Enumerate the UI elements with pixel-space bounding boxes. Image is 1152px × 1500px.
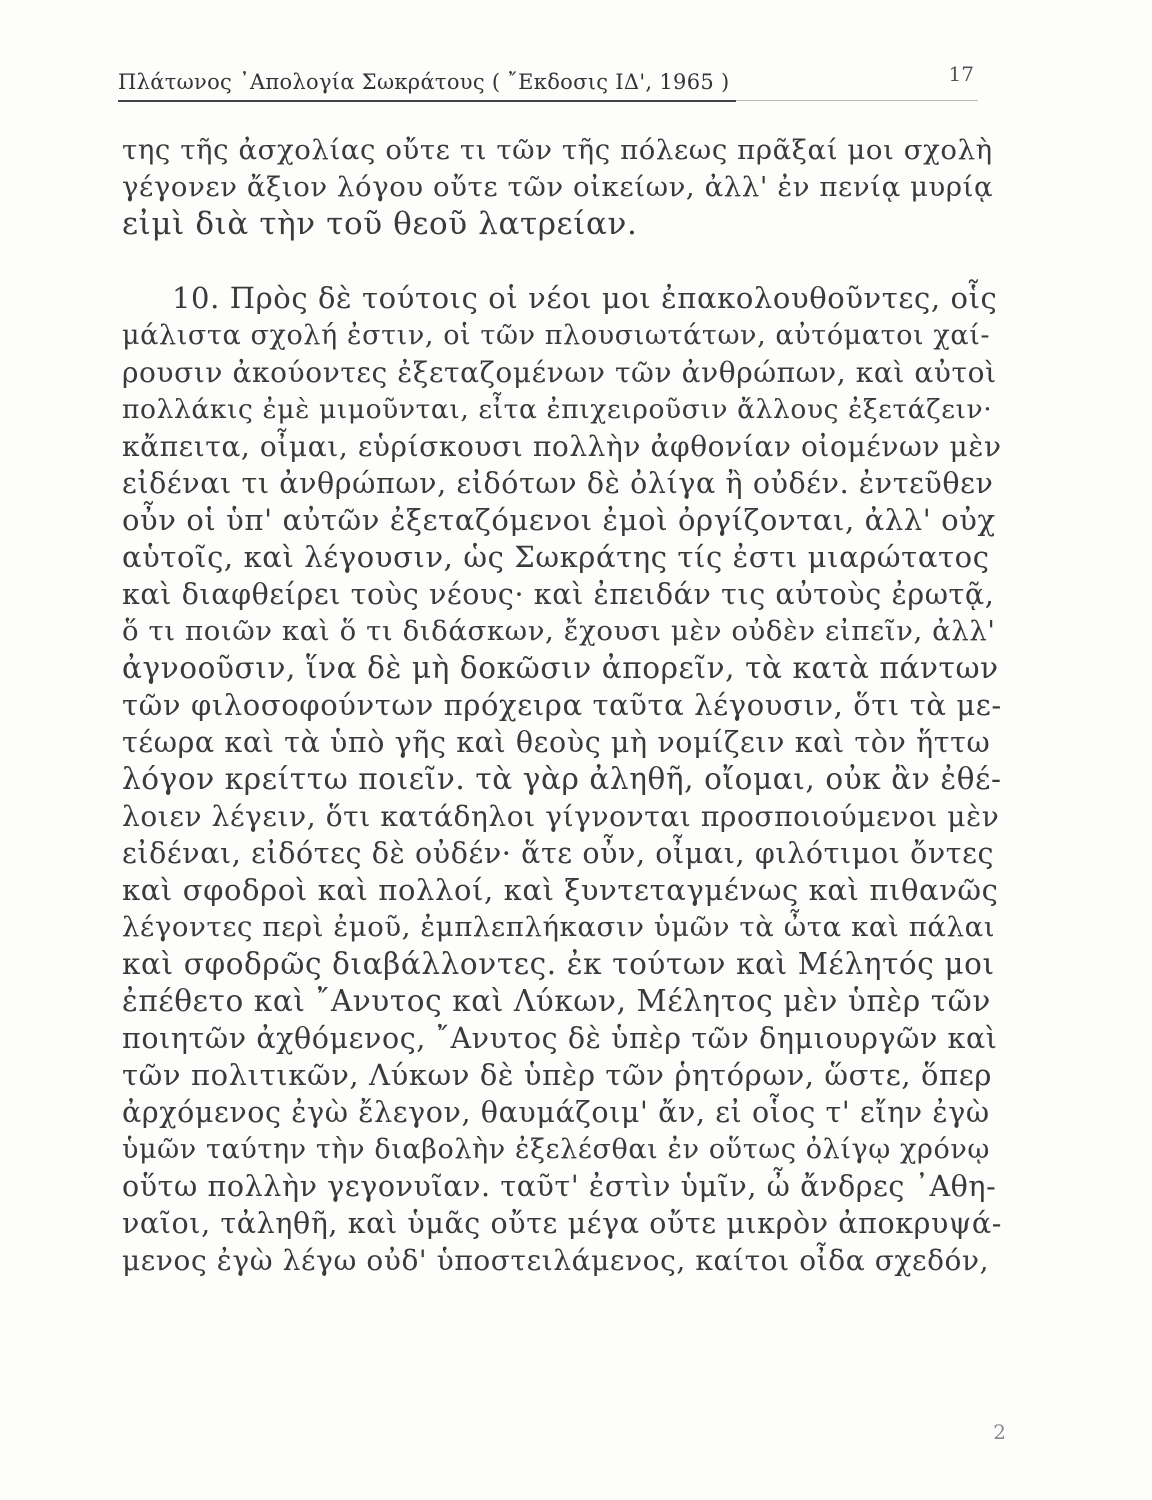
text-line: τῶν φιλοσοφούντων πρόχειρα ταῦτα λέγουσιν, ὅτι τὰ με- (122, 688, 1002, 722)
text-line: εἰδέναι τι ἀνθρώπων, εἰδότων δὲ ὀλίγα ἢ οὐδέν. ἐντεῦθεν (122, 467, 994, 500)
text-line: λόγον κρείττω ποιεῖν. τὰ γὰρ ἀληθῆ, οἴομαι, οὐκ ἂν ἐθέ- (122, 762, 1002, 796)
running-header (118, 62, 978, 102)
text-line: ὑμῶν ταύτην τὴν διαβολὴν ἐξελέσθαι ἐν οὕτως ὀλίγῳ χρόνῳ (122, 1134, 990, 1165)
text-line: κἄπειτα, οἶμαι, εὑρίσκουσι πολλὴν ἀφθονίαν οἰομένων μὲν (122, 430, 1002, 463)
text-line: της τῆς ἀσχολίας οὔτε τι τῶν τῆς πόλεως πρᾶξαί μοι σχολὴ (122, 134, 993, 166)
text-line: εἰδέναι, εἰδότες δὲ οὐδέν· ἅτε οὖν, οἶμαι, φιλότιμοι ὄντες (122, 837, 995, 870)
text-line: οὖν οἱ ὑπ' αὐτῶν ἐξεταζόμενοι ἐμοὶ ὀργίζονται, ἀλλ' οὐχ (122, 503, 996, 537)
text-line: 10. Πρὸς δὲ τούτοις οἱ νέοι μοι ἐπακολουθοῦντες, οἷς (172, 281, 998, 315)
text-line: εἰμὶ διὰ τὴν τοῦ θεοῦ λατρείαν. (122, 206, 638, 242)
text-line: καὶ σφοδρῶς διαβάλλοντες. ἐκ τούτων καὶ Μέλητός μοι (122, 947, 995, 981)
page-number: 17 (948, 62, 974, 86)
text-line (122, 1279, 1002, 1316)
text-line: ρουσιν ἀκούοντες ἐξεταζομένων τῶν ἀνθρώπων, καὶ αὐτοὶ (122, 356, 997, 389)
text-line: τέωρα καὶ τὰ ὑπὸ γῆς καὶ θεοὺς μὴ νομίζειν καὶ τὸν ἥττω (122, 726, 991, 759)
text-line: καὶ σφοδροὶ καὶ πολλοί, καὶ ξυντεταγμένως καὶ πιθανῶς (122, 873, 999, 907)
text-line: λέγοντες περὶ ἐμοῦ, ἐμπλεπλήκασιν ὑμῶν τὰ ὦτα καὶ πάλαι (122, 911, 996, 943)
header-rule-extension (736, 100, 978, 101)
text-line: γέγονεν ἄξιον λόγου οὔτε τῶν οἰκείων, ἀλλ' ἐν πενίᾳ μυρίᾳ (122, 171, 994, 203)
text-line: λοιεν λέγειν, ὅτι κατάδηλοι γίγνονται προσποιούμενοι μὲν (122, 800, 1000, 833)
signature-mark: 2 (993, 1420, 1006, 1444)
text-line: καὶ διαφθείρει τοὺς νέους· καὶ ἐπειδάν τις αὐτοὺς ἐρωτᾷ, (122, 578, 995, 611)
text-line: ἀγνοοῦσιν, ἵνα δὲ μὴ δοκῶσιν ἀπορεῖν, τὰ κατὰ πάντων (122, 651, 999, 685)
text-line: πολλάκις ἐμὲ μιμοῦνται, εἶτα ἐπιχειροῦσιν ἄλλους ἐξετάζειν· (122, 394, 993, 425)
text-line: αὑτοῖς, καὶ λέγουσιν, ὡς Σωκράτης τίς ἐστι μιαρώτατος (122, 540, 990, 574)
header-title: Πλάτωνος ᾿Απολογία Σωκράτους ( ῎Εκδοσις ΙΔ', 1965 ) (118, 70, 730, 94)
text-line: τῶν πολιτικῶν, Λύκων δὲ ὑπὲρ τῶν ῥητόρων, ὥστε, ὅπερ (122, 1058, 992, 1092)
text-line: ναῖοι, τἀληθῆ, καὶ ὑμᾶς οὔτε μέγα οὔτε μικρὸν ἀποκρυψά- (122, 1207, 1002, 1240)
text-line: ἀρχόμενος ἐγὼ ἔλεγον, θαυμάζοιμ' ἄν, εἰ οἷος τ' εἴην ἐγὼ (122, 1096, 990, 1129)
text-line: ἐπέθετο καὶ ῎Ανυτος καὶ Λύκων, Μέλητος μὲν ὑπὲρ τῶν (122, 984, 991, 1018)
header-rule (118, 100, 736, 102)
text-line: οὕτω πολλὴν γεγονυῖαν. ταῦτ' ἐστὶν ὑμῖν, ὦ ἄνδρες ᾿Αθη- (122, 1170, 997, 1203)
text-line: ποιητῶν ἀχθόμενος, ῎Ανυτος δὲ ὑπὲρ τῶν δημιουργῶν καὶ (122, 1022, 998, 1055)
text-line: μάλιστα σχολή ἐστιν, οἱ τῶν πλουσιωτάτων, αὐτόματοι χαί- (122, 320, 991, 351)
text-line: μενος ἐγὼ λέγω οὐδ' ὑποστειλάμενος, καίτοι οἶδα σχεδόν, (122, 1244, 990, 1277)
paragraph-section-10 (122, 280, 1002, 1316)
text-line: ὅ τι ποιῶν καὶ ὅ τι διδάσκων, ἔχουσι μὲν οὐδὲν εἰπεῖν, ἀλλ' (122, 615, 996, 647)
body-text (122, 132, 1002, 1316)
paragraph-continuation (122, 132, 1002, 243)
